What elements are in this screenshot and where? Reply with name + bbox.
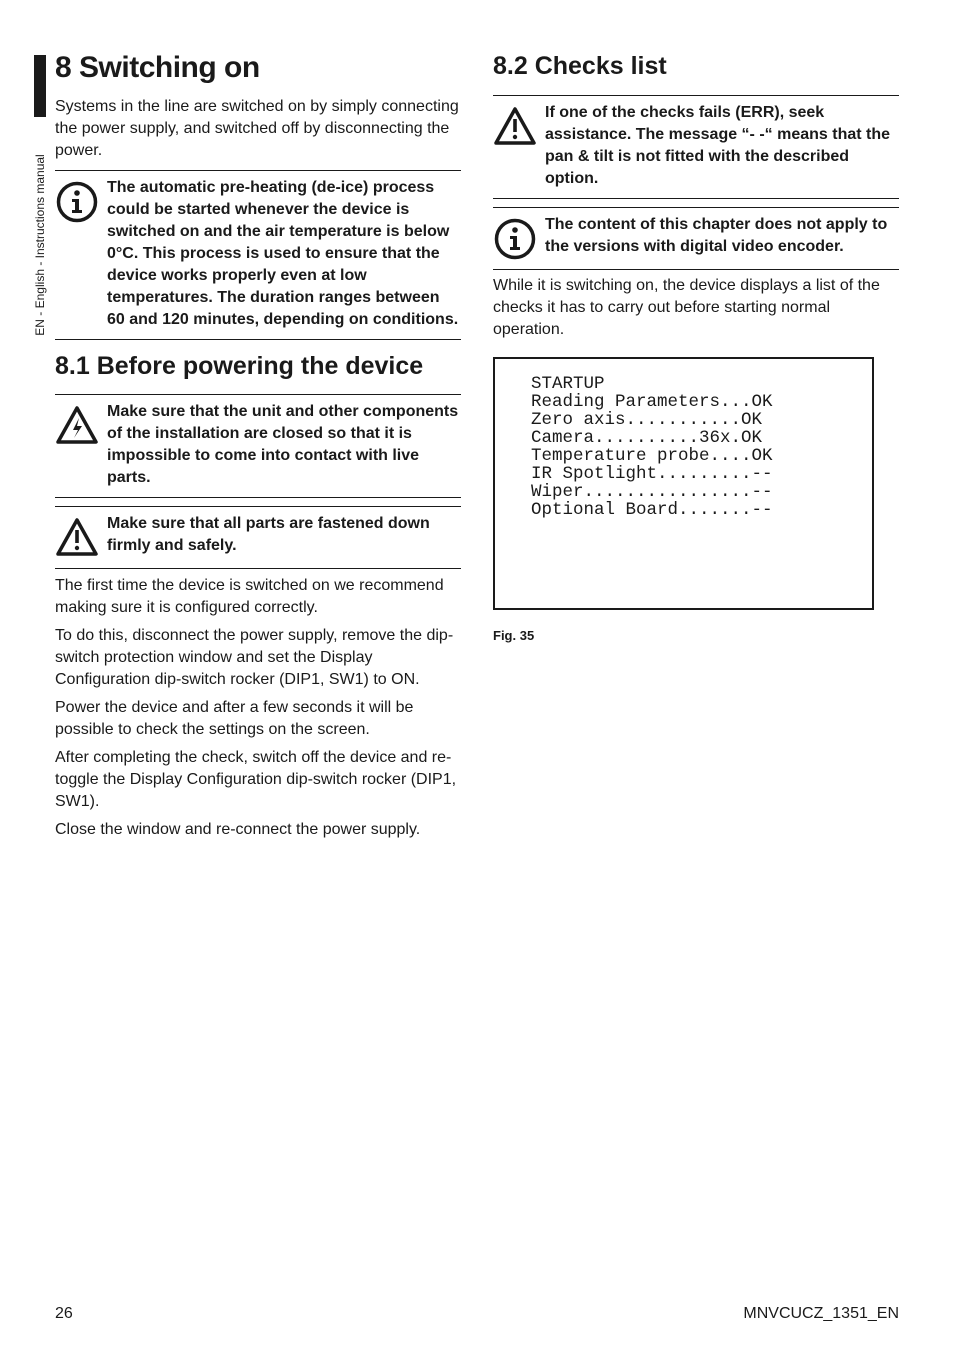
page-title: 8 Switching on [55, 51, 260, 84]
terminal-line: Zero axis...........OK [531, 410, 763, 430]
info-circle-icon [493, 217, 537, 261]
sidebar-label: EN - English - Instructions manual [33, 154, 47, 336]
sidebar-accent-bar [34, 55, 46, 117]
info-notice-encoder [493, 207, 899, 270]
terminal-line: Wiper................-- [531, 482, 773, 502]
document-code: MNVCUCZ_1351_EN [743, 1305, 899, 1322]
body-paragraph: The first time the device is switched on we recommend making sure it is configured correctly. [55, 577, 444, 616]
body-paragraph: Close the window and re-connect the power supply. [55, 821, 421, 838]
terminal-line: Reading Parameters...OK [531, 392, 773, 412]
right-column [493, 48, 899, 643]
shock-notice-text: Make sure that the unit and other components of the installation are closed so that it is impossible to come into contact with live parts. [107, 403, 459, 486]
checks-paragraph: While it is switching on, the device displays a list of the checks it has to carry out before starting normal operation. [493, 277, 880, 338]
section-title-8-1: 8.1 Before powering the device [55, 352, 424, 380]
info-notice-text: The automatic pre-heating (de-ice) process could be started whenever the device is switched on and the air temperature is below 0°C. This process is used to ensure that the device works properly even at low temperatures. The duration ranges between 60 and 120 minutes, depending on conditions. [107, 179, 459, 328]
intro-paragraph: Systems in the line are switched on by simply connecting the power supply, and switched off by disconnecting the power. [55, 98, 459, 159]
figure-caption: Fig. 35 [493, 628, 535, 643]
shock-notice [55, 394, 461, 498]
body-paragraph: After completing the check, switch off the device and re-toggle the Display Configuration dip-switch rocker (DIP1, SW1). [55, 749, 457, 810]
electric-shock-icon [55, 404, 99, 448]
warning-notice-text: If one of the checks fails (ERR), seek assistance. The message “- -“ means that the pan & tilt is not fitted with the described option. [545, 104, 891, 187]
warning-notice-text: Make sure that all parts are fastened down firmly and safely. [107, 515, 430, 554]
warning-notice-fasten [55, 506, 461, 569]
body-paragraph: To do this, disconnect the power supply, remove the dip-switch protection window and set the Display Configuration dip-switch rocker (DIP1, SW1) to ON. [55, 627, 454, 688]
left-column [55, 48, 461, 841]
page-number: 26 [55, 1305, 73, 1322]
info-circle-icon [55, 180, 99, 224]
info-notice-text: The content of this chapter does not apply to the versions with digital video encoder. [545, 216, 888, 255]
body-paragraph: Power the device and after a few seconds it will be possible to check the settings on the screen. [55, 699, 414, 738]
terminal-line: STARTUP [531, 374, 605, 394]
terminal-line: IR Spotlight.........-- [531, 464, 773, 484]
terminal-line: Temperature probe....OK [531, 446, 773, 466]
warning-triangle-icon [55, 516, 99, 560]
warning-notice-checks [493, 95, 899, 199]
info-notice-deice [55, 170, 461, 340]
terminal-line: Camera..........36x.OK [531, 428, 763, 448]
startup-screen-figure [493, 357, 874, 610]
warning-triangle-icon [493, 105, 537, 149]
section-title-8-2: 8.2 Checks list [493, 52, 667, 80]
terminal-line: Optional Board.......-- [531, 500, 773, 520]
